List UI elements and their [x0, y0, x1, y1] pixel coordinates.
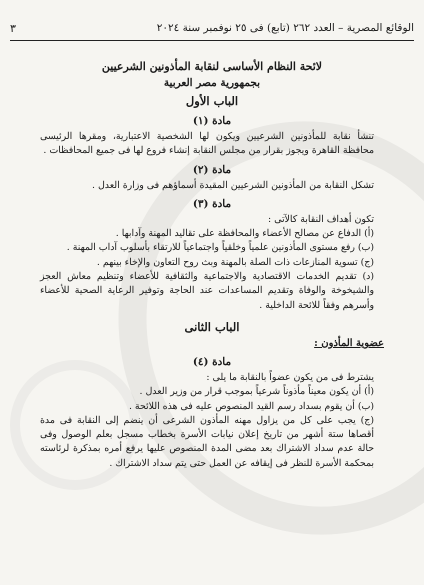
article-2-text: تشكل النقابة من المأذونين الشرعيين المقيدة أسماؤهم فى وزارة العدل .: [92, 179, 374, 191]
article-4-item: (ج) يجب على كل من يزاول مهنه المأذون الشرعى أن ينضم إلى النقابة فى مدة أقصاها ستة أشهر من تاريخ إعلان نيابات الأسرة بخطاب مسجل بعلم الوصول وفى حالة عدم سداد الاشتراك بعد مضى المدة المنصوص عليها يرفع أمره بمذكرة لرئاسته بمحكمة الأسرة للنظر فى إيقافه عن العمل حتى يتم سداد الاشتراك .: [40, 414, 374, 469]
chapter-2-heading: الباب الثانى: [184, 319, 240, 334]
page-header: [10, 20, 414, 40]
gazette-title: الوقائع المصرية – العدد ٢٦٢ (تابع) فى ٢٥ نوفمبر سنة ٢٠٢٤: [156, 22, 414, 34]
membership-subheading: عضوية المأذون :: [314, 337, 384, 349]
article-3-intro: تكون أهداف النقابة كالآتى :: [268, 213, 374, 225]
doc-title: لائحة النظام الأساسى لنقابة المأذونين الشرعيين: [101, 60, 323, 73]
article-3-heading: مادة (٣): [192, 197, 232, 210]
article-4-intro: يشترط فى من يكون عضواً بالنقابة ما يلى :: [206, 371, 374, 383]
article-4-item: (ب) أن يقوم بسداد رسم القيد المنصوص عليه فى هذه اللائحة .: [128, 400, 374, 412]
article-2-heading: مادة (٢): [192, 163, 232, 176]
chapter-1-heading: الباب الأول: [185, 94, 239, 108]
header-rule: [10, 40, 414, 41]
article-4-item: (أ) أن يكون معيناً مأذوناً شرعياً بموجب قرار من وزير العدل .: [139, 386, 374, 398]
article-4-heading: مادة (٤): [192, 355, 232, 368]
article-3-item: (أ) الدفاع عن مصالح الأعضاء والمحافظة على تقاليد المهنة وآدابها .: [115, 228, 374, 240]
article-3-item: (ج) تسوية المنازعات ذات الصلة بالمهنة وبث روح التعاون والإخاء بينهم .: [96, 256, 374, 268]
article-1-text: تنشأ نقابة للمأذونين الشرعيين ويكون لها الشخصية الاعتبارية، ومقرها الرئيسى محافظة القاهرة ويجوز بقرار من مجلس النقابة إنشاء فروع لها فى جميع المحافظات .: [40, 131, 374, 157]
document-body: [40, 58, 384, 471]
doc-subtitle: بجمهورية مصر العربية: [163, 77, 261, 89]
article-3-item: (د) تقديم الخدمات الاقتصادية والاجتماعية والثقافية للأعضاء وتنظيم معاش العجز والشيخوخة والوفاة وتقديم المساعدات عند الحاجة وتوفير الرعاية الصحية للأعضاء وأسرهم وفقاً للائحة الداخلية .: [40, 271, 374, 311]
article-1-heading: مادة (١): [192, 115, 232, 127]
page-number: ٣: [10, 22, 16, 35]
article-3-item: (ب) رفع مستوى المأذونين علمياً وخلقياً واجتماعياً للارتقاء بأسلوب آداب المهنة .: [66, 242, 374, 254]
